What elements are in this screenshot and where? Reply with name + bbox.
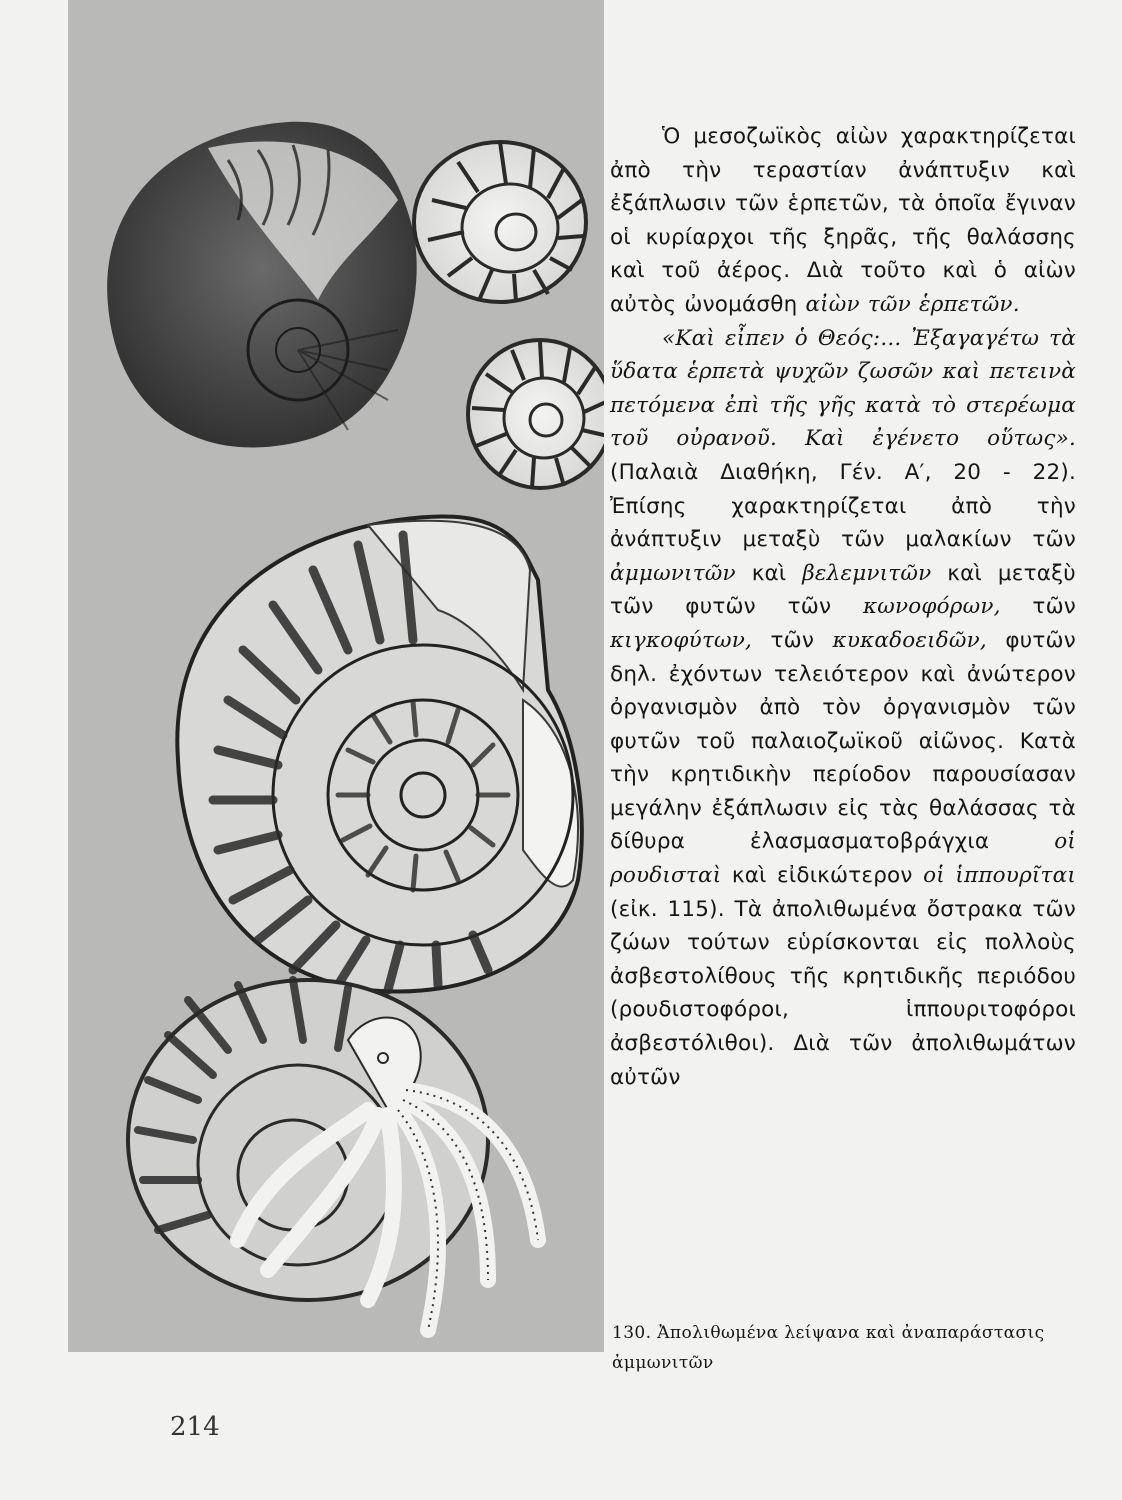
paragraph-quote: [610, 322, 1076, 1095]
text-run: καὶ μεταξὺ τῶν φυτῶν τῶν: [610, 560, 1076, 620]
figure-plate: [68, 0, 604, 1352]
italic-term: ἀμμωνιτῶν: [610, 560, 736, 586]
ammonite-illustration: [68, 0, 604, 1352]
text-run: τῶν: [770, 627, 815, 653]
ammonite-large-ribbed: [177, 516, 581, 991]
ammonite-large-dark: [107, 122, 417, 448]
italic-term: κωνοφόρων,: [862, 594, 1001, 620]
body-text: [610, 120, 1076, 1094]
text-run: (εἰκ. 115). Τὰ ἀπολιθωμένα ὄστρακα τῶν ζώων τούτων εὑρίσκονται εἰς πολλοὺς ἀσβεστολίθους τῆς κρητιδικῆς περιόδου (ρουδιστοφόροι, ἱππουριτοφόροι ἀσβεστόλιθοι). Διὰ τῶν ἀπολιθωμάτων αὐτῶν: [610, 896, 1076, 1090]
italic-term: αἰὼν τῶν ἑρπετῶν.: [805, 291, 1020, 317]
figure-caption: 130. Ἀπολιθωμένα λείψανα καὶ ἀναπαράστασις ἀμμωνιτῶν: [612, 1323, 1045, 1373]
paragraph-intro: [610, 120, 1076, 322]
text-run: (Παλαιὰ Διαθήκη, Γέν. Α′, 20 - 22). Ἐπίσης χαρακτηρίζεται ἀπὸ τὴν ἀνάπτυξιν μεταξὺ τῶν μαλακίων τῶν: [610, 459, 1076, 553]
text-run: Ὁ μεσοζωϊκὸς αἰὼν χαρακτηρίζεται ἀπὸ τὴν τεραστίαν ἀνάπτυξιν καὶ ἐξάπλωσιν τῶν ἑρπετῶν, τὰ ὁποῖα ἔγιναν οἱ κυρίαρχοι τῆς ξηρᾶς, τῆς θαλάσσης καὶ τοῦ ἀέρος. Διὰ τοῦτο καὶ ὁ αἰὼν αὐτὸς ὠνομάσθη: [610, 124, 1076, 317]
bible-quote: «Καὶ εἶπεν ὁ Θεός:... Ἐξαγαγέτω τὰ ὕδατα ἑρπετὰ ψυχῶν ζωσῶν καὶ πετεινὰ πετόμενα ἐπὶ τῆς γῆς κατὰ τὸ στερέωμα τοῦ οὐρανοῦ. Καὶ ἐγένετο οὕτως».: [610, 325, 1076, 452]
ammonite-small-top: [414, 142, 586, 302]
text-run: φυτῶν δηλ. ἐχόντων τελειότερον καὶ ἀνώτερον ὀργανισμὸν ἀπὸ τὸν ὀργανισμὸν τῶν φυτῶν τοῦ παλαιοζωϊκοῦ αἰῶνος. Κατὰ τὴν κρητιδικὴν περίοδον παρουσίασαν μεγάλην ἐξάπλωσιν εἰς τὰς θαλάσσας τὰ δίθυρα ἐλασμασματοβράγχια: [610, 627, 1076, 855]
ammonite-reconstruction: [128, 980, 538, 1330]
text-run: τῶν: [1032, 594, 1076, 620]
text-run: καὶ εἰδικώτερον: [731, 863, 913, 889]
ammonite-small-middle: [468, 340, 604, 488]
italic-term: κυκαδοειδῶν,: [832, 627, 987, 653]
italic-term: βελεμνιτῶν: [802, 560, 932, 586]
italic-term: οἱ ρουδισταὶ: [610, 829, 1076, 889]
text-run: καὶ: [751, 560, 787, 586]
italic-term: κιγκοφύτων,: [610, 627, 753, 653]
page-number: 214: [170, 1412, 220, 1442]
italic-term: οἱ ἱππουρῖται: [923, 863, 1076, 889]
